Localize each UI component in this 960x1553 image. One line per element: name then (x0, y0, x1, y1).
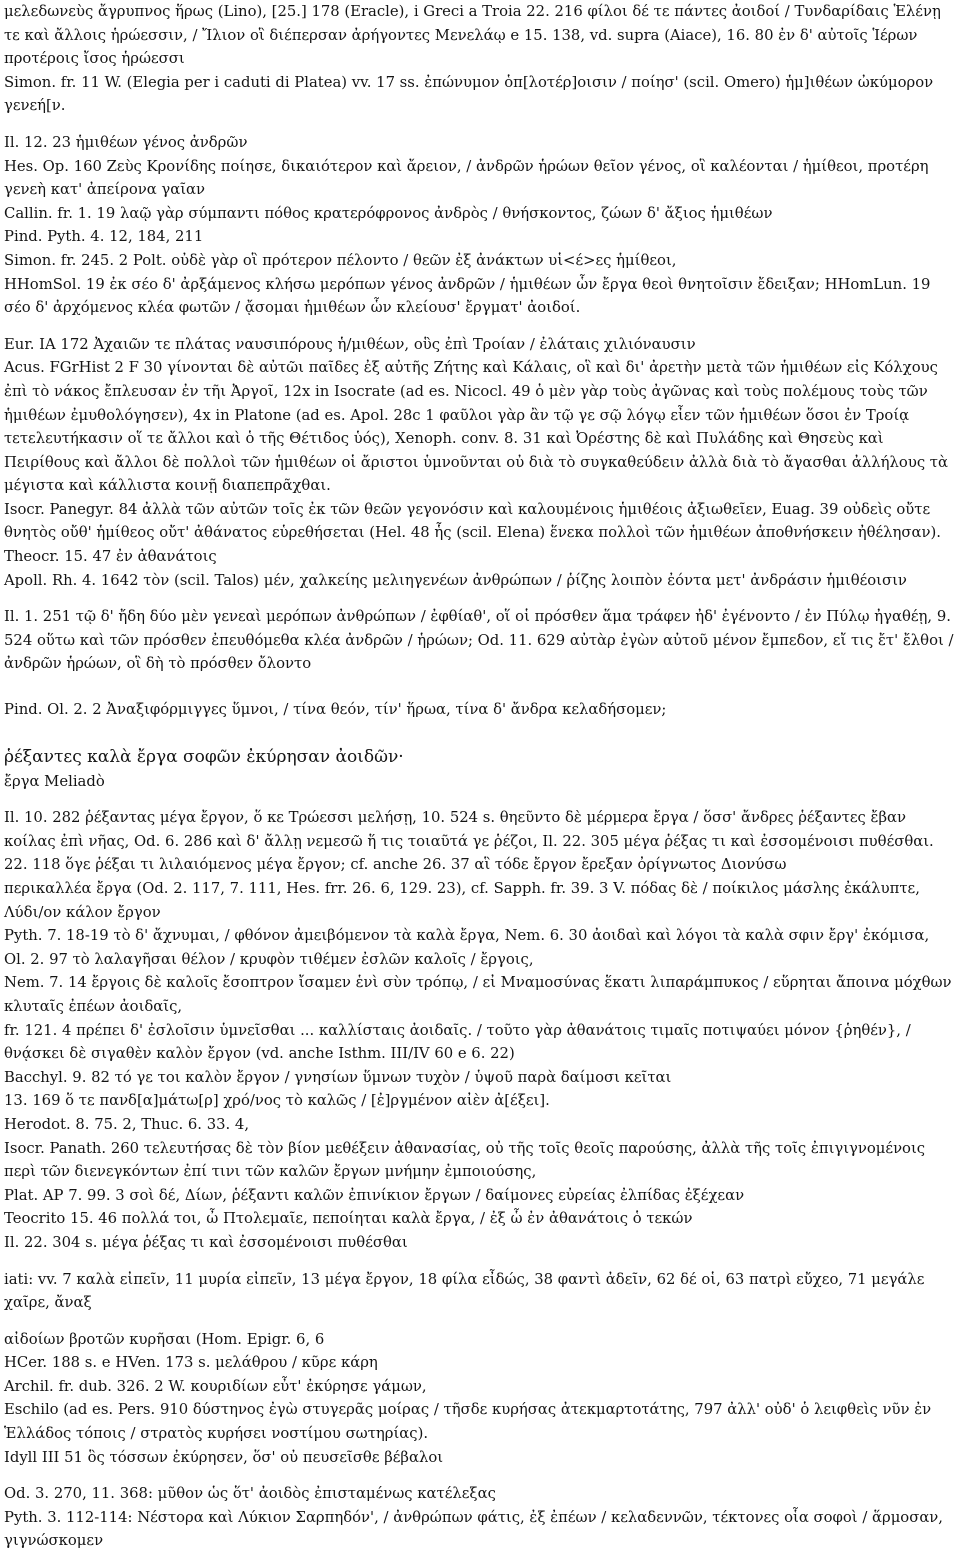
paragraph-spacer (4, 722, 954, 744)
text-line: 13. 169 ὅ τε πανδ[α]μάτω[ρ] χρό/νος τὸ καλῶς / [ἐ]ργμένον αἰὲν ἀ[έξει]. (4, 1092, 550, 1110)
text-line: Nem. 7. 14 ἔργοις δὲ καλοῖς ἔσοπτρον ἴσαμεν ἑνὶ σὺν τρόπῳ, / εἰ Μναμοσύνας ἕκατι λιπαράμπυκος / εὕρηται ἄποινα μόχθων κλυταῖς ἐπέων ἀοιδαῖς, (4, 974, 952, 1015)
text-line: Pind. Pyth. 4. 12, 184, 211 (4, 228, 204, 246)
text-line: iati: vv. 7 καλὰ εἰπεῖν, 11 μυρία εἰπεῖν, 13 μέγα ἔργον, 18 φίλα εἶδώς, 38 φαντὶ ἀδεῖν, 62 δέ οἱ, 63 πατρὶ εὔχεο, 71 μεγάλε χαῖρε, ἄναξ (4, 1270, 925, 1312)
text-line: fr. 121. 4 πρέπει δ' ἐσλοῖσιν ὑμνεῖσθαι ... καλλίσταις ἀοιδαῖς. / τοῦτο γὰρ ἀθανάτοις τιμαῖς ποτιψαύει μόνον {ῥηθέν}, / θνᾴσκει δὲ σιγαθὲν καλὸν ἔργον (vd. anche Isthm. III/IV 60 e 6. 22) (4, 1021, 911, 1063)
text-line: Simon. fr. 245. 2 Polt. οὐδὲ γὰρ οἳ πρότερον πέλοντο / θεῶν ἐξ ἀνάκτων υἱ<έ>ες ἡμίθεοι, (4, 251, 677, 269)
text-line: Callin. fr. 1. 19 λαῷ γὰρ σύμπαντι πόθος κρατερόφρονος ἀνδρὸς / θνήσκοντος, ζώων δ' ἄξιος ἡμιθέων (4, 204, 773, 222)
text-line: Archil. fr. dub. 326. 2 W. κουριδίων εὖτ' ἐκύρησε γάμων, (4, 1377, 427, 1395)
text-line: ἔργα Meliadò (4, 772, 105, 790)
text-line: Il. 22. 304 s. μέγα ῥέξας τι καὶ ἐσσομένοισι πυθέσθαι (4, 1233, 408, 1251)
paragraph-spacer (4, 676, 954, 698)
text-line: Hes. Op. 160 Ζεὺς Κρονίδης ποίησε, δικαιότερον καὶ ἄρειον, / ἀνδρῶν ἡρώων θεῖον γένος, οἳ καλέονται / ἡμίθεοι, προτέρη γενεὴ κατ' ἀπείρονα γαῖαν (4, 157, 929, 199)
text-line: μελεδωνεὺς ἄγρυπνος ἥρως (Lino), [25.] 178 (Eracle), i Greci a Troia 22. 216 φίλοι δέ τε πάντες ἀοιδοί / Τυνδαρίδαις Ἑλένῃ τε καὶ ἄλλοις ἡρώεσσιν, / Ἴλιον οἳ διέπερσαν ἀρήγοντες Μενελάῳ e 15. 138, vd. supra (Aiace), 16. 80 ἐν δ' αὐτοῖς Ἱέρων προτέροις ἴσος ἡρώεσσι (4, 3, 941, 68)
text-line: Eur. IA 172 Ἀχαιῶν τε πλάτας ναυσιπόρους ἡ/μιθέων, οὓς ἐπὶ Τροίαν / ἐλάταις χιλιόναυσιν (4, 335, 696, 353)
paragraph-spacer (4, 1315, 954, 1328)
paragraph-spacer (4, 592, 954, 605)
text-line: Pind. Ol. 2. 2 Ἀναξιφόρμιγγες ὕμνοι, / τίνα θεόν, τίν' ἥρωα, τίνα δ' ἄνδρα κελαδήσομεν; (4, 701, 667, 719)
paragraph-spacer (4, 320, 954, 333)
text-line: Isocr. Panegyr. 84 ἀλλὰ τῶν αὐτῶν τοῖς ἐκ τῶν θεῶν γεγονόσιν καὶ καλουμένοις ἡμιθέοις ἀξιωθεῖεν, Euag. 39 οὐδεὶς οὔτε θνητὸς οὔθ' ἡμίθεος οὔτ' ἀθάνατος εὑρεθήσεται (Hel. 48 ἧς (scil. Elena) ἕνεκα πολλοὶ τῶν ἡμιθέων ἀποθνήσκειν ἠθέλησαν). (4, 500, 941, 542)
text-line: αἰδοίων βροτῶν κυρῆσαι (Hom. Epigr. 6, 6 (4, 1330, 325, 1348)
text-line: Pyth. 7. 18-19 τὸ δ' ἄχνυμαι, / φθόνον ἀμειβόμενον τὰ καλὰ ἔργα, Nem. 6. 30 ἀοιδαὶ καὶ λόγοι τὰ καλὰ σφιν ἔργ' ἐκόμισα, (4, 927, 930, 945)
text-line: Theocr. 15. 47 ἐν ἀθανάτοις (4, 548, 217, 566)
text-line: Il. 10. 282 ῥέξαντας μέγα ἔργον, ὅ κε Τρώεσσι μελήσῃ, 10. 524 s. θηεῦντο δὲ μέρμερα ἔργα / ὅσσ' ἄνδρες ῥέξαντες ἔβαν κοίλας ἐπὶ νῆας, Od. 6. 286 καὶ δ' ἄλλῃ νεμεσῶ ἥ τις τοιαῦτά γε ῥέζοι, Il. 22. 305 μέγα ῥέξας τι καὶ ἐσσομένοισι πυθέσθαι. (4, 809, 934, 850)
text-line: Bacchyl. 9. 82 τό γε τοι καλὸν ἔργον / γνησίων ὕμνων τυχὸν / ὑψοῦ παρὰ δαίμοσι κεῖται (4, 1068, 672, 1086)
lemma-heading: ῥέξαντες καλὰ ἔργα σοφῶν ἐκύρησαν ἀοιδῶν· (4, 746, 404, 767)
text-line: Simon. fr. 11 W. (Elegia per i caduti di Platea) vv. 17 ss. ἐπώνυμον ὁπ[λοτέρ]οισιν / ποίησ' (scil. Omero) ἡμ]ιθέων ὠκύμορον γενεή[ν. (4, 73, 934, 115)
text-line: Apoll. Rh. 4. 1642 τὸν (scil. Talos) μέν, χαλκείης μελιηγενέων ἀνθρώπων / ῥίζης λοιπὸν ἐόντα μετ' ἀνδράσιν ἡμιθέοισιν (4, 571, 907, 589)
text-line: Ol. 2. 97 τὸ λαλαγῆσαι θέλον / κρυφὸν τιθέμεν ἐσλῶν καλοῖς / ἔργοις, (4, 950, 534, 968)
text-line: HCer. 188 s. e HVen. 173 s. μελάθρου / κῦρε κάρη (4, 1354, 378, 1372)
text-line: περικαλλέα ἔργα (Od. 2. 117, 7. 111, Hes. frr. 26. 6, 129. 23), cf. Sapph. fr. 39. 3 V. πόδας δὲ / ποίκιλος μάσλης ἐκάλυπτε, Λύδι/ον κάλον ἔργον (4, 880, 920, 921)
text-line: Il. 12. 23 ἡμιθέων γένος ἀνδρῶν (4, 133, 248, 151)
text-line: Herodot. 8. 75. 2, Thuc. 6. 33. 4, (4, 1115, 250, 1133)
text-line: Isocr. Panath. 260 τελευτήσας δὲ τὸν βίον μεθέξειν ἀθανασίας, οὐ τῆς τοῖς θεοῖς παρούσης, ἀλλὰ τῆς τοῖς ἐπιγιγνομένοις περὶ τῶν διενεγκόντων ἐπί τινι τῶν καλῶν ἔργων μνήμην ἐμποιούσης, (4, 1139, 926, 1181)
text-line: Il. 1. 251 τῷ δ' ἤδη δύο μὲν γενεαὶ μερόπων ἀνθρώπων / ἐφθίαθ', οἵ οἱ πρόσθεν ἅμα τράφεν ἠδ' ἐγένοντο / ἐν Πύλῳ ἠγαθέῃ, 9. 524 οὕτω καὶ τῶν πρόσθεν ἐπευθόμεθα κλέα ἀνδρῶν / ἡρώων; Od. 11. 629 αὐτὰρ ἐγὼν αὐτοῦ μένον ἔμπεδον, εἴ τις ἔτ' ἔλθοι / ἀνδρῶν ἡρώων, οἳ δὴ τὸ πρόσθεν ὄλοντο (4, 608, 954, 673)
paragraph-spacer (4, 118, 954, 131)
text-line: 22. 118 ὅγε ῥέξαι τι λιλαιόμενος μέγα ἔργον; cf. anche 26. 37 αἳ τόδε ἔργον ἔρεξαν ὀρίγνωτος Διονύσω (4, 856, 787, 874)
text-line: Plat. AP 7. 99. 3 σοὶ δέ, Δίων, ῥέξαντι καλῶν ἐπινίκιον ἔργων / δαίμονες εὐρείας ἐλπίδας ἐξέχεαν (4, 1186, 745, 1204)
text-line: Eschilo (ad es. Pers. 910 δύστηνος ἐγὼ στυγερᾶς μοίρας / τῆσδε κυρήσας ἀτεκμαρτοτάτης, 797 ἀλλ' οὐδ' ὁ λειφθεὶς νῦν ἐν Ἑλλάδος τόποις / στρατὸς κυρήσει νοστίμου σωτηρίας). (4, 1401, 932, 1443)
text-line: Teocrito 15. 46 πολλά τοι, ὦ Πτολεμαῖε, πεποίηται καλὰ ἔργα, / ἐξ ὧ ἐν ἀθανάτοις ὁ τεκών (4, 1210, 693, 1228)
paragraph-spacer (4, 1255, 954, 1268)
paragraph-spacer (4, 793, 954, 806)
text-line: Acus. FGrHist 2 F 30 γίνονται δὲ αὐτῶι παῖδες ἐξ αὐτῆς Ζήτης καὶ Κάλαις, οἳ καὶ δι' ἀρετὴν μετὰ τῶν ἡμιθέων εἰς Κόλχους ἐπὶ τὸ νάκος ἔπλευσαν ἐν τῆι Ἀργοῖ, 12x in Isocrate (ad es. Nicocl. 49 ὁ μὲν γὰρ τοὺς ἀγῶνας καὶ τοὺς πολέμους τοὺς τῶν ἡμιθέων ἐμυθολόγησεν), 4x in Platone (ad es. Apol. 28c 1 φαῦλοι γὰρ ἂν τῷ γε σῷ λόγῳ εἶεν τῶν ἡμιθέων ὅσοι ἐν Τροίᾳ τετελευτήκασιν οἵ τε ἄλλοι καὶ ὁ τῆς Θέτιδος ὑός), Xenoph. conv. 8. 31 καὶ Ὀρέστης δὲ καὶ Πυλάδης καὶ Θησεὺς καὶ Πειρίθους καὶ ἄλλοι δὲ πολλοὶ τῶν ἡμιθέων οἱ ἄριστοι ὑμνοῦνται οὐ διὰ τὸ συγκαθεύδειν ἀλλὰ διὰ τὸ ἄγασθαι ἀλλήλους τὰ μέγιστα καὶ κάλλιστα κοινῇ διαπεπρᾶχθαι. (4, 359, 948, 495)
text-line: Od. 3. 270, 11. 368: μῦθον ὡς ὅτ' ἀοιδὸς ἐπισταμένως κατέλεξας (4, 1485, 496, 1503)
text-line: HHomSol. 19 ἐκ σέο δ' ἀρξάμενος κλήσω μερόπων γένος ἀνδρῶν / ἡμιθέων ὧν ἔργα θεοὶ θνητοῖσιν ἔδειξαν; HHomLun. 19 σέο δ' ἀρχόμενος κλέα φωτῶν / ᾄσομαι ἡμιθέων ὧν κλείουσ' ἔργματ' ἀοιδοί. (4, 275, 931, 317)
text-line: Pyth. 3. 112-114: Νέστορα καὶ Λύκιον Σαρπηδόν', / ἀνθρώπων φάτις, ἐξ ἐπέων / κελαδεννῶν, τέκτονες οἷα σοφοὶ / ἅρμοσαν, γιγνώσκομεν (4, 1508, 944, 1550)
text-line: Idyll III 51 ὃς τόσσων ἐκύρησεν, ὅσ' οὐ πευσεῖσθε βέβαλοι (4, 1448, 444, 1466)
paragraph-spacer (4, 1469, 954, 1482)
